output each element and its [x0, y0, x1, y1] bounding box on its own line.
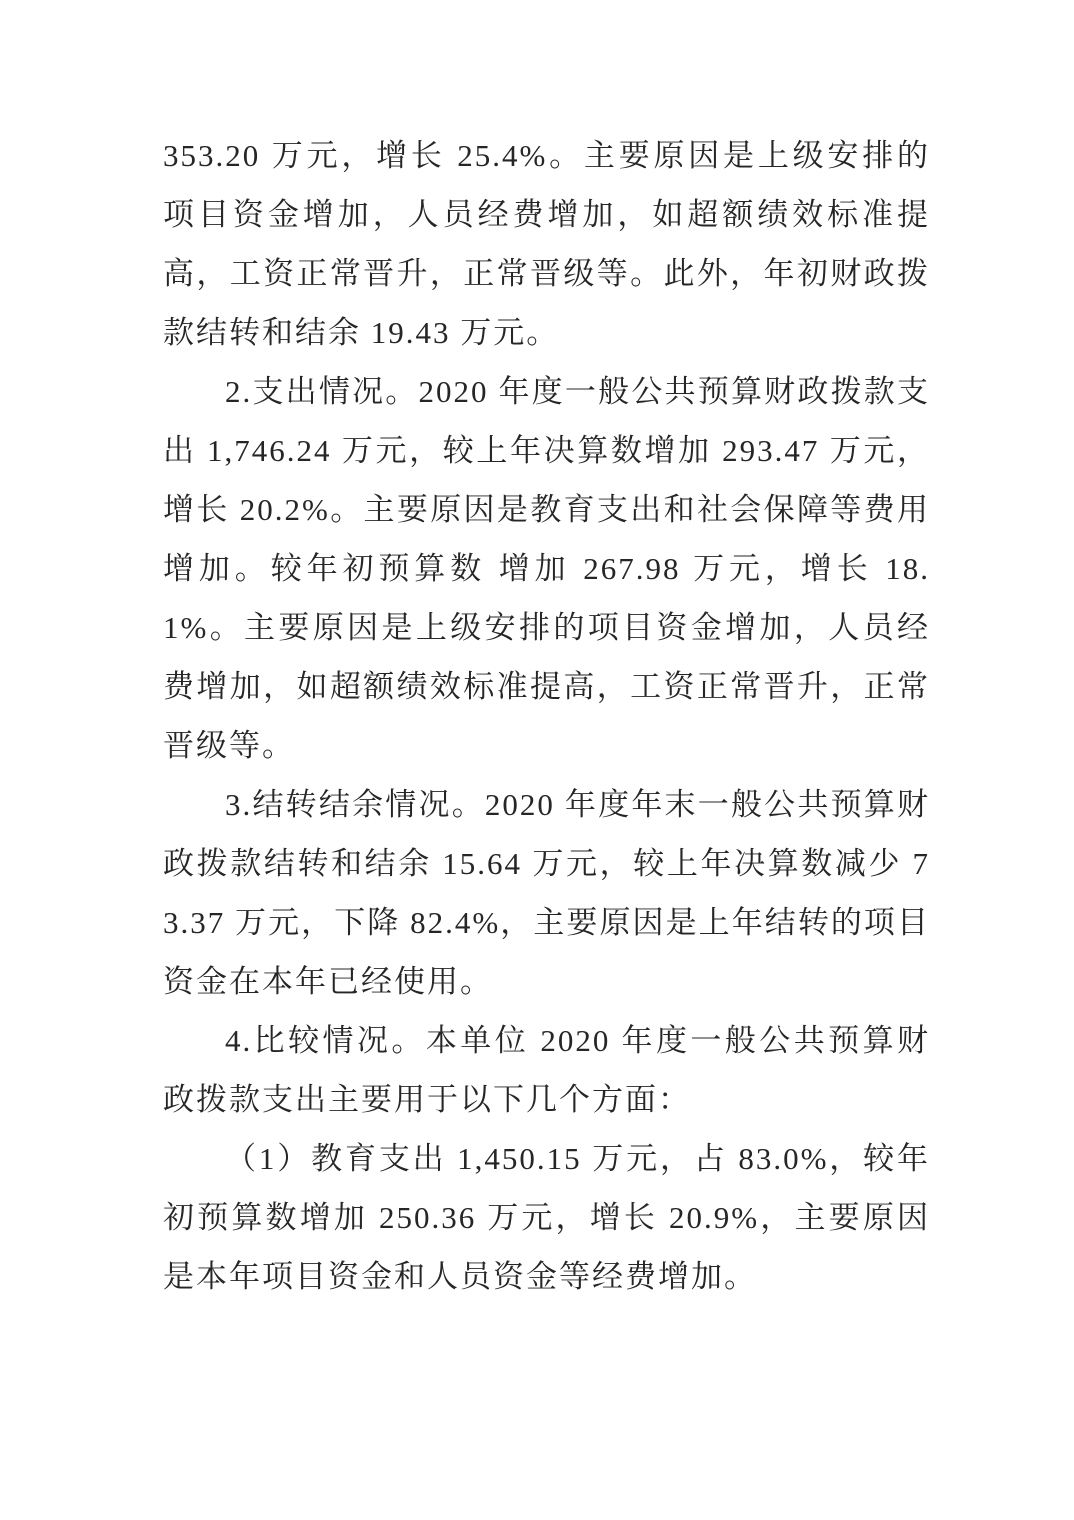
paragraph-comparison: 4.比较情况。本单位 2020 年度一般公共预算财政拨款支出主要用于以下几个方面：	[163, 1023, 930, 1117]
paragraph-continuation: 353.20 万元，增长 25.4%。主要原因是上级安排的项目资金增加，人员经费增加，如超额绩效标准提高，工资正常晋升，正常晋级等。此外，年初财政拨款结转和结余 19.43 万元。	[163, 138, 930, 350]
paragraph-carryover: 3.结转结余情况。2020 年度年末一般公共预算财政拨款结转和结余 15.64 万元，较上年决算数减少 73.37 万元，下降 82.4%，主要原因是上年结转的项目资金在本年已经使用。	[163, 787, 930, 999]
paragraph-education-expense: （1）教育支出 1,450.15 万元，占 83.0%，较年初预算数增加 250.36 万元，增长 20.9%，主要原因是本年项目资金和人员资金等经费增加。	[163, 1141, 930, 1294]
paragraph-expenditure: 2.支出情况。2020 年度一般公共预算财政拨款支出 1,746.24 万元，较上年决算数增加 293.47 万元，增长 20.2%。主要原因是教育支出和社会保障等费用增加。较年初预算数 增加 267.98 万元，增长 18.1%。主要原因是上级安排的项目资金增加，人员经费增加，如超额绩效标准提高，工资正常晋升，正常晋级等。	[163, 374, 930, 763]
